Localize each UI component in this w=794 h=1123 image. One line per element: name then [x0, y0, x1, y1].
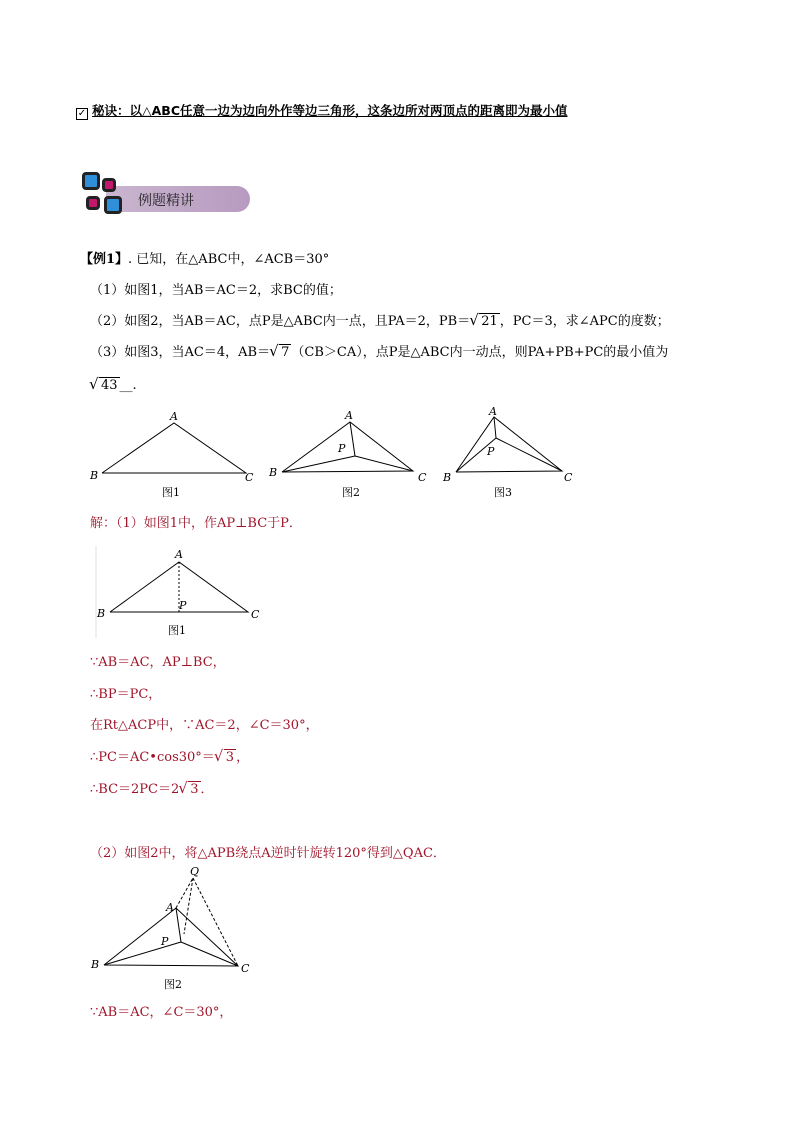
- figure-2-caption: 图2: [342, 486, 360, 499]
- square-icon: [104, 196, 122, 214]
- question-3: [90, 344, 668, 362]
- solution-part-2: （2）如图2中，将△APB绕点A逆时针旋转120°得到△QAC．: [90, 846, 446, 861]
- solution-line-5: [90, 749, 249, 767]
- radicand: 21: [481, 314, 498, 329]
- question-2-prefix: （2）如图2，当AB＝AC，点P是△ABC内一点，且PA＝2，PB＝: [90, 314, 471, 329]
- sqrt-21: [470, 313, 500, 331]
- label-C: C: [245, 471, 254, 484]
- example-intro: . 已知，在△ABC中，∠ACB＝30°: [128, 252, 330, 267]
- solution-part-2-line-2: ∵AB＝AC，∠C＝30°，: [90, 1005, 233, 1020]
- figure-1-caption: 图1: [162, 486, 180, 499]
- solution-line-3: ∴BP＝PC，: [90, 687, 162, 702]
- answer-line: [90, 377, 137, 395]
- label-A: A: [345, 409, 353, 422]
- solution-line-1: 解：（1）如图1中，作AP⊥BC于P．: [90, 516, 302, 531]
- label-A: A: [489, 405, 497, 418]
- label-P: P: [338, 442, 346, 455]
- figure-2: [282, 422, 413, 472]
- label-C: C: [418, 471, 427, 484]
- example-title-line: [80, 251, 329, 269]
- banner-label: 例题精讲: [138, 193, 194, 209]
- radicand: 7: [281, 345, 290, 360]
- solution-line-2: ∵AB＝AC，AP⊥BC，: [90, 655, 226, 670]
- radicand: 3: [225, 750, 235, 765]
- label-P: P: [179, 599, 187, 612]
- solution-line-5-prefix: ∴PC＝AC•cos30°＝: [90, 750, 215, 765]
- radicand: 3: [190, 782, 199, 797]
- question-2: [90, 313, 670, 331]
- sqrt-7: [270, 344, 291, 362]
- solution-figure-1: [88, 542, 278, 642]
- tip-label: 秘诀：: [92, 103, 130, 118]
- checkbox-icon: ✓: [77, 108, 87, 119]
- label-C: C: [564, 471, 573, 484]
- tip-text: 以△ABC任意一边为边向外作等边三角形，这条边所对两顶点的距离即为最小值: [129, 103, 568, 118]
- solution-line-6: [90, 781, 214, 799]
- label-B: B: [91, 958, 100, 971]
- solution-line-6-suffix: ．: [200, 782, 214, 797]
- example-title: 【例1】: [80, 252, 129, 267]
- problem-figures: [80, 405, 600, 505]
- label-P: P: [487, 445, 495, 458]
- label-C: C: [241, 962, 250, 975]
- question-1: （1）如图1，当AB＝AC＝2，求BC的值；: [90, 283, 342, 298]
- question-3-suffix: （CB＞CA），点P是△ABC内一动点，则PA+PB+PC的最小值为: [291, 345, 669, 360]
- square-icon: [82, 172, 100, 190]
- figure-3: [456, 417, 562, 472]
- label-A: A: [175, 548, 183, 561]
- label-A: A: [166, 901, 174, 914]
- sqrt-3: [179, 781, 200, 799]
- label-B: B: [443, 471, 452, 484]
- label-B: B: [90, 469, 99, 482]
- solution-line-5-suffix: ，: [236, 750, 250, 765]
- square-icon: [102, 178, 116, 192]
- solution-figure-1-caption: 图1: [168, 624, 186, 637]
- section-banner: [80, 172, 250, 226]
- sqrt-3: [215, 749, 236, 767]
- solution-figure-2-caption: 图2: [164, 978, 182, 991]
- label-C: C: [251, 608, 260, 621]
- solution-figure-2: [86, 862, 266, 994]
- sqrt-43: [90, 377, 120, 395]
- figure-1: [102, 423, 246, 473]
- solution-line-4: 在Rt△ACP中，∵AC＝2，∠C＝30°，: [90, 718, 319, 733]
- radicand: 43: [101, 378, 118, 393]
- question-3-prefix: （3）如图3，当AC＝4，AB＝: [90, 345, 271, 360]
- label-B: B: [269, 466, 278, 479]
- solution-line-6-prefix: ∴BC＝2PC＝2: [90, 782, 180, 797]
- tip-line: [76, 102, 568, 120]
- square-icon: [86, 196, 100, 210]
- label-Q: Q: [190, 865, 200, 878]
- label-A: A: [170, 410, 178, 423]
- answer-suffix: __.: [119, 378, 137, 393]
- question-2-suffix: ，PC＝3，求∠APC的度数；: [499, 314, 670, 329]
- label-B: B: [97, 607, 106, 620]
- figure-3-caption: 图3: [494, 486, 512, 499]
- label-P: P: [161, 935, 169, 948]
